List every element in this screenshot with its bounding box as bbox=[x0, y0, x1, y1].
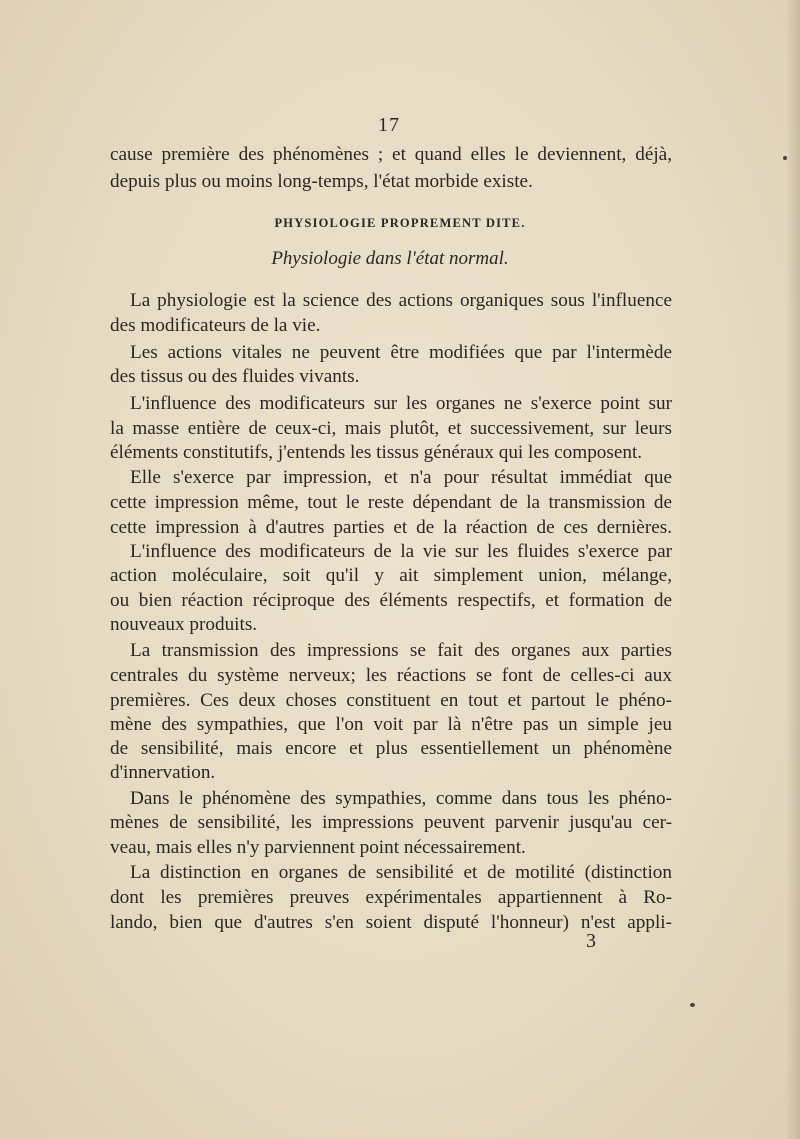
text-line: mène des sympathies, que l'on voit par là n'être pas un simple jeu bbox=[110, 714, 672, 735]
text-line: premières. Ces deux choses constituent en tout et partout le phéno- bbox=[110, 690, 672, 711]
text-line: lando, bien que d'autres s'en soient disputé l'honneur) n'est appli- bbox=[110, 912, 672, 933]
text-line: centrales du système nerveux; les réactions se font de celles-ci aux bbox=[110, 665, 672, 686]
text-line: nouveaux produits. bbox=[110, 614, 258, 635]
text-line: éléments constitutifs, j'entends les tissus généraux qui les composent. bbox=[110, 442, 643, 463]
page-edge-shadow bbox=[786, 0, 800, 1139]
paper-speck bbox=[690, 1003, 695, 1007]
text-line: Elle s'exerce par impression, et n'a pour résultat immédiat que bbox=[130, 467, 672, 488]
text-line: cette impression même, tout le reste dépendant de la transmission de bbox=[110, 492, 672, 513]
text-line: de sensibilité, mais encore et plus essentiellement un phénomène bbox=[110, 738, 672, 759]
text-line: mènes de sensibilité, les impressions peuvent parvenir jusqu'au cer- bbox=[110, 812, 672, 833]
text-line: des tissus ou des fluides vivants. bbox=[110, 366, 360, 387]
text-line: L'influence des modificateurs sur les organes ne s'exerce point sur bbox=[130, 393, 672, 414]
text-line: L'influence des modificateurs de la vie sur les fluides s'exerce par bbox=[130, 541, 672, 562]
paper-speck bbox=[783, 156, 787, 160]
text-line: depuis plus ou moins long-temps, l'état morbide existe. bbox=[110, 171, 533, 192]
text-line: La physiologie est la science des actions organiques sous l'influence bbox=[130, 290, 672, 311]
section-heading: PHYSIOLOGIE PROPREMENT DITE. bbox=[274, 216, 526, 230]
subheading: Physiologie dans l'état normal. bbox=[271, 248, 509, 269]
text-line: dont les premières preuves expérimentales appartiennent à Ro- bbox=[110, 887, 672, 908]
text-line: d'innervation. bbox=[110, 762, 216, 783]
text-line: la masse entière de ceux-ci, mais plutôt, et successivement, sur leurs bbox=[110, 418, 672, 439]
text-line: des modificateurs de la vie. bbox=[110, 315, 321, 336]
text-line: La transmission des impressions se fait des organes aux parties bbox=[130, 640, 672, 661]
text-line: ou bien réaction réciproque des éléments respectifs, et formation de bbox=[110, 590, 672, 611]
page-number: 17 bbox=[378, 114, 400, 136]
text-line: veau, mais elles n'y parviennent point nécessairement. bbox=[110, 837, 526, 858]
text-line: cette impression à d'autres parties et de la réaction de ces dernières. bbox=[110, 517, 672, 538]
text-line: action moléculaire, soit qu'il y ait simplement union, mélange, bbox=[110, 565, 672, 586]
text-line: Les actions vitales ne peuvent être modifiées que par l'intermède bbox=[130, 342, 672, 363]
text-line: Dans le phénomène des sympathies, comme dans tous les phéno- bbox=[130, 788, 672, 809]
signature-mark: 3 bbox=[586, 930, 596, 952]
text-line: La distinction en organes de sensibilité et de motilité (distinction bbox=[130, 862, 672, 883]
text-line: cause première des phénomènes ; et quand elles le deviennent, déjà, bbox=[110, 144, 672, 165]
